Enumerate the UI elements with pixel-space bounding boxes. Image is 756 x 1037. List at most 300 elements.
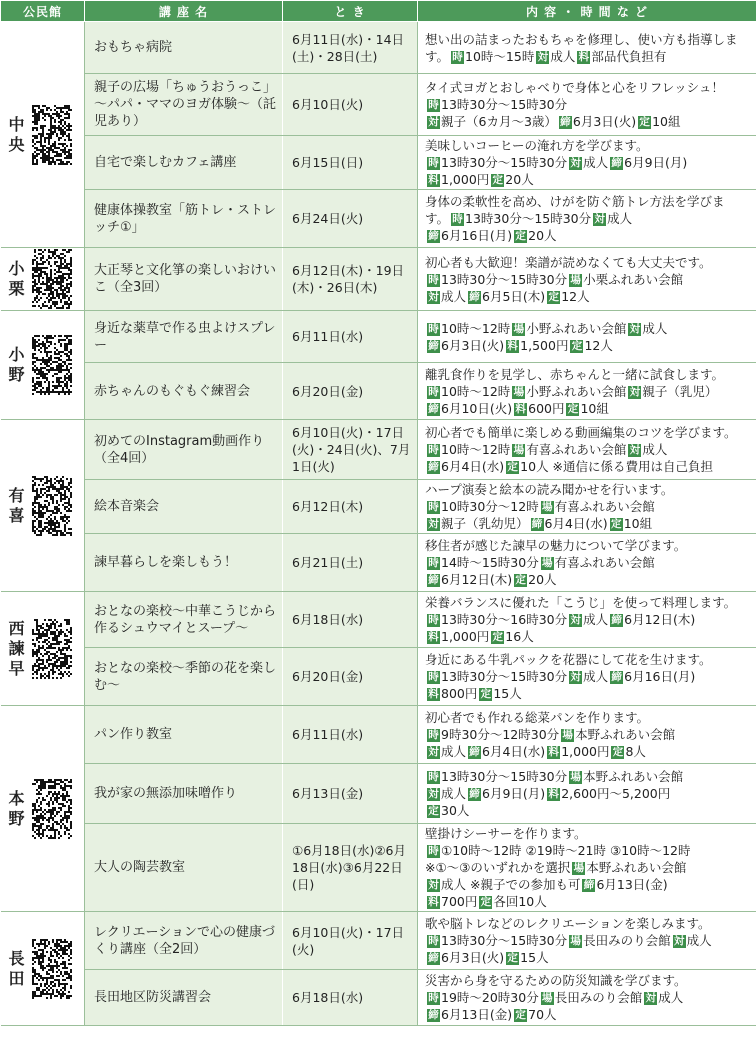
table-row (1, 764, 756, 824)
capacity-tag-icon: 定 (548, 290, 559, 303)
content-line (425, 726, 755, 743)
qr-code-icon (32, 335, 72, 395)
fee-tag-icon: 料 (428, 688, 439, 700)
target-tag-icon: 対 (629, 385, 641, 398)
table-row (1, 648, 756, 706)
content-line (425, 31, 755, 48)
content-line (425, 611, 755, 628)
course-date: 6月20日(金) (283, 648, 418, 706)
course-date: 6月10日(火)・17日(火) (283, 912, 418, 970)
course-name: 初めてのInstagram動画作り（全4回） (85, 420, 283, 480)
content-text: 1,500円 (520, 337, 569, 353)
place-tag-icon: 場 (513, 322, 525, 335)
content-text: 各回10人 (493, 894, 547, 909)
course-date: 6月15日(日) (283, 136, 418, 190)
target-tag-icon: 対 (428, 879, 439, 891)
content-text: 15人 (520, 950, 549, 965)
course-content (418, 764, 756, 824)
content-text: 栄養バランスに優れた「こうじ」を使って料理します。 (425, 595, 737, 610)
content-text: 6月12日(木) (441, 572, 513, 587)
place-tag-icon: 場 (513, 385, 525, 398)
hall-cell (1, 248, 85, 311)
time-tag-icon: 時 (428, 444, 439, 456)
course-name: 赤ちゃんのもぐもぐ練習会 (85, 363, 283, 420)
course-name: 健康体操教室「筋トレ・ストレッチ①」 (85, 190, 283, 248)
content-text: 12人 (584, 337, 613, 353)
deadline-tag-icon: 締 (531, 518, 543, 530)
hall-label-group (2, 335, 84, 395)
capacity-tag-icon: 定 (515, 1009, 526, 1021)
hall-name: 長田 (8, 948, 25, 988)
time-tag-icon: 時 (428, 845, 439, 857)
target-tag-icon: 対 (570, 671, 581, 683)
hall-cell (1, 592, 85, 706)
capacity-tag-icon: 定 (492, 631, 504, 643)
time-tag-icon: 時 (452, 213, 463, 225)
deadline-tag-icon: 締 (428, 230, 439, 242)
content-text: ①10時～12時 ②19時～21時 ③10時～12時 (441, 843, 691, 858)
content-text: 19時～20時30分 (441, 990, 539, 1005)
qr-code-icon (32, 105, 72, 165)
course-name: 絵本音楽会 (85, 480, 283, 534)
content-line (425, 1006, 755, 1023)
content-text: 1,000円 (441, 629, 490, 644)
qr-code-icon (32, 939, 72, 999)
content-text: 2,600円～5,200円 (561, 786, 671, 801)
table-row (1, 136, 756, 190)
time-tag-icon: 時 (452, 50, 463, 63)
hall-label-group (2, 939, 84, 999)
content-line (425, 210, 755, 227)
content-text: 小栗ふれあい会館 (583, 271, 684, 287)
content-text: 10組 (623, 516, 653, 531)
content-line (425, 424, 755, 441)
capacity-tag-icon: 定 (507, 461, 518, 473)
content-line (425, 337, 755, 354)
table-row (1, 592, 756, 648)
content-line (425, 628, 755, 645)
target-tag-icon: 対 (673, 935, 685, 947)
content-text: 10時～12時 (441, 383, 511, 399)
content-text: 6月9日(月) (624, 155, 688, 170)
course-date: 6月10日(火) (283, 74, 418, 136)
content-text: 1,000円 (441, 172, 490, 187)
capacity-tag-icon: 定 (480, 896, 492, 908)
content-text: 本野ふれあい会館 (586, 860, 687, 875)
time-tag-icon: 時 (428, 614, 439, 626)
time-tag-icon: 時 (428, 273, 439, 286)
content-line (425, 668, 755, 685)
content-text: 13時30分～15時30分 (441, 155, 568, 170)
content-text: 8人 (625, 744, 646, 759)
place-tag-icon: 場 (570, 273, 581, 286)
capacity-tag-icon: 定 (515, 230, 526, 242)
content-line (425, 893, 755, 910)
deadline-tag-icon: 締 (611, 157, 622, 169)
course-date: 6月12日(木)・19日(木)・26日(木) (283, 248, 418, 311)
hall-name: 本野 (8, 788, 25, 828)
content-text: 6月4日(水) (482, 744, 546, 759)
hall-label-group (2, 105, 84, 165)
content-line (425, 932, 755, 949)
content-line (425, 481, 755, 498)
hall-label-group (2, 476, 84, 536)
course-name: レクリエーションで心の健康づくり講座（全2回） (85, 912, 283, 970)
course-content (418, 706, 756, 764)
content-line (425, 594, 755, 611)
course-content (418, 648, 756, 706)
content-text: 成人 ※親子での参加も可 (441, 877, 581, 892)
time-tag-icon: 時 (428, 671, 439, 683)
time-tag-icon: 時 (428, 771, 439, 783)
content-text: 初心者でも作れる総菜パンを作ります。 (425, 710, 650, 725)
content-text: 14時～15時30分 (441, 555, 539, 570)
content-text: 13時30分～15時30分 (441, 97, 568, 112)
content-text: 本野ふれあい会館 (583, 769, 684, 784)
header-course: 講 座 名 (85, 1, 283, 22)
hall-label-group (2, 619, 84, 679)
content-text: 9時30分～12時30分 (441, 727, 560, 742)
table-row (1, 912, 756, 970)
fee-tag-icon: 料 (428, 631, 439, 643)
content-text: 成人 (686, 933, 712, 948)
hall-cell (1, 22, 85, 248)
deadline-tag-icon: 締 (428, 461, 439, 473)
content-text: 成人 (583, 669, 609, 684)
course-content (418, 824, 756, 912)
content-text: 10時～12時 (441, 320, 511, 336)
course-content (418, 970, 756, 1026)
target-tag-icon: 対 (537, 50, 549, 63)
content-text: 6月12日(木) (624, 612, 696, 627)
course-name: 身近な薬草で作る虫よけスプレー (85, 311, 283, 363)
content-text: 小野ふれあい会館 (526, 320, 627, 336)
table-row (1, 706, 756, 764)
content-line (425, 458, 755, 475)
table-row (1, 970, 756, 1026)
course-date: ①6月18日(水)②6月18日(水)③6月22日(日) (283, 824, 418, 912)
content-line (425, 320, 755, 337)
content-line (425, 171, 755, 188)
table-row (1, 824, 756, 912)
table-row (1, 311, 756, 363)
hall-name: 小栗 (8, 259, 25, 298)
content-line (425, 972, 755, 989)
content-text: 壁掛けシーサーを作ります。 (425, 826, 587, 841)
content-text: 10時～15時 (465, 48, 535, 64)
target-tag-icon: 対 (629, 444, 641, 456)
course-date: 6月20日(金) (283, 363, 418, 420)
table-row (1, 74, 756, 136)
capacity-tag-icon: 定 (567, 402, 579, 415)
course-date: 6月18日(水) (283, 970, 418, 1026)
content-text: 成人 (607, 211, 633, 226)
qr-code-icon (32, 476, 72, 536)
deadline-tag-icon: 締 (560, 116, 571, 128)
content-text: 歌や脳トレなどのレクリエーションを楽しみます。 (425, 916, 711, 931)
place-tag-icon: 場 (541, 557, 553, 569)
content-text: 有喜ふれあい会館 (554, 555, 655, 570)
content-line (425, 842, 755, 859)
course-date: 6月24日(火) (283, 190, 418, 248)
capacity-tag-icon: 定 (492, 174, 504, 186)
content-text: 6月5日(木) (482, 288, 546, 304)
content-text: 600円 (528, 400, 565, 416)
fee-tag-icon: 料 (548, 788, 559, 800)
place-tag-icon: 場 (562, 729, 573, 741)
course-content (418, 420, 756, 480)
content-line (425, 571, 755, 588)
content-text: 想い出の詰まったおもちゃを修理し、使い方も指導しま (425, 31, 738, 47)
header-when: と き (283, 1, 418, 22)
content-line (425, 79, 755, 96)
course-name: おとなの楽校～中華こうじから作るシュウマイとスープ～ (85, 592, 283, 648)
course-name: パン作り教室 (85, 706, 283, 764)
course-name: 自宅で楽しむカフェ講座 (85, 136, 283, 190)
content-text: 長田みのり会館 (583, 933, 671, 948)
capacity-tag-icon: 定 (612, 746, 624, 758)
course-date: 6月11日(水) (283, 706, 418, 764)
content-line (425, 537, 755, 554)
content-text: 800円 (441, 686, 478, 701)
content-text: 6月16日(月) (441, 228, 513, 243)
place-tag-icon: 場 (541, 992, 553, 1004)
content-text: 成人 (550, 48, 576, 64)
content-text: ※①～③のいずれかを選択 (425, 860, 571, 875)
place-tag-icon: 場 (513, 444, 525, 456)
deadline-tag-icon: 締 (428, 1009, 439, 1021)
deadline-tag-icon: 締 (469, 746, 480, 758)
time-tag-icon: 時 (428, 557, 439, 569)
content-line (425, 515, 755, 532)
course-date: 6月13日(金) (283, 764, 418, 824)
content-line (425, 498, 755, 515)
content-text: 身体の柔軟性を高め、けがを防ぐ筋トレ方法を学びま (425, 194, 725, 209)
content-text: 6月9日(月) (482, 786, 546, 801)
content-text: 20人 (528, 228, 557, 243)
content-text: す。 (425, 211, 450, 226)
target-tag-icon: 対 (594, 213, 605, 225)
content-text: 6月16日(月) (624, 669, 696, 684)
content-line (425, 651, 755, 668)
content-text: 13時30分～16時30分 (441, 612, 568, 627)
deadline-tag-icon: 締 (428, 952, 439, 964)
course-name: 大人の陶芸教室 (85, 824, 283, 912)
content-text: 小野ふれあい会館 (526, 383, 627, 399)
course-date: 6月10日(火)・17日(火)・24日(火)、7月1日(火) (283, 420, 418, 480)
capacity-tag-icon: 定 (507, 952, 518, 964)
content-text: 13時30分～15時30分 (441, 769, 568, 784)
content-text: 初心者でも簡単に楽しめる動画編集のコツを学びます。 (425, 425, 737, 440)
fee-tag-icon: 料 (507, 339, 518, 352)
content-text: 部品代負担有 (591, 48, 667, 64)
content-line (425, 876, 755, 893)
course-content (418, 22, 756, 74)
qr-code-icon (32, 779, 72, 839)
content-text: 700円 (441, 894, 478, 909)
qr-code-icon (32, 619, 72, 679)
content-line (425, 137, 755, 154)
content-line (425, 366, 755, 383)
hall-cell (1, 420, 85, 592)
hall-name: 中央 (8, 114, 25, 154)
content-line (425, 989, 755, 1006)
content-line (425, 825, 755, 842)
deadline-tag-icon: 締 (611, 614, 622, 626)
course-content (418, 534, 756, 592)
hall-name: 有喜 (8, 485, 25, 525)
capacity-tag-icon: 定 (639, 116, 650, 128)
time-tag-icon: 時 (428, 322, 439, 335)
target-tag-icon: 対 (428, 746, 439, 758)
fee-tag-icon: 料 (428, 896, 439, 908)
course-content (418, 136, 756, 190)
content-text: 成人 (642, 320, 668, 336)
content-text: 親子（乳幼児） (441, 516, 529, 531)
time-tag-icon: 時 (428, 501, 439, 513)
content-text: 6月13日(金) (596, 877, 668, 892)
capacity-tag-icon: 定 (428, 805, 439, 817)
content-text: 成人 (583, 612, 609, 627)
course-date: 6月12日(木) (283, 480, 418, 534)
content-text: 成人 (642, 442, 668, 457)
course-name: 諫早暮らしを楽しもう！ (85, 534, 283, 592)
content-text: 16人 (505, 629, 534, 644)
content-line (425, 915, 755, 932)
course-name: 親子の広場「ちゅうおうっこ」～パパ・ママのヨガ体験～（託児あり） (85, 74, 283, 136)
content-text: 13時30分～15時30分 (441, 933, 568, 948)
table-row (1, 420, 756, 480)
content-text: 70人 (528, 1007, 557, 1022)
time-tag-icon: 時 (428, 992, 439, 1004)
content-text: 初心者も大歓迎！楽譜が読めなくても大丈夫です。 (425, 254, 712, 270)
course-content (418, 912, 756, 970)
content-line (425, 96, 755, 113)
course-content (418, 363, 756, 420)
capacity-tag-icon: 定 (515, 574, 526, 586)
course-rows (1, 22, 756, 1026)
hall-label-group (2, 249, 84, 309)
target-tag-icon: 対 (570, 157, 581, 169)
table-row (1, 248, 756, 311)
content-text: 成人 (583, 155, 609, 170)
content-text: 6月13日(金) (441, 1007, 513, 1022)
content-text: 20人 (505, 172, 534, 187)
content-line (425, 802, 755, 819)
course-content (418, 74, 756, 136)
content-line (425, 949, 755, 966)
target-tag-icon: 対 (428, 788, 439, 800)
content-line (425, 288, 755, 305)
deadline-tag-icon: 締 (428, 402, 439, 415)
content-text: 6月4日(水) (441, 459, 505, 474)
place-tag-icon: 場 (573, 862, 585, 874)
content-text: ハープ演奏と絵本の読み聞かせを行います。 (425, 482, 674, 497)
course-date: 6月21日(土) (283, 534, 418, 592)
table-row (1, 480, 756, 534)
content-text: タイ式ヨガとおしゃべりで身体と心をリフレッシュ！ (425, 80, 724, 95)
content-text: 15人 (493, 686, 522, 701)
content-line (425, 743, 755, 760)
header-hall: 公民館 (1, 1, 85, 22)
content-line (425, 709, 755, 726)
hall-name: 小野 (8, 345, 25, 384)
content-line (425, 400, 755, 417)
table-row (1, 534, 756, 592)
time-tag-icon: 時 (428, 729, 439, 741)
content-text: 13時30分～15時30分 (441, 271, 568, 287)
content-line (425, 193, 755, 210)
time-tag-icon: 時 (428, 385, 439, 398)
content-text: 長田みのり会館 (554, 990, 643, 1005)
course-content (418, 480, 756, 534)
course-name: 長田地区防災講習会 (85, 970, 283, 1026)
content-text: 美味しいコーヒーの淹れ方を学びます。 (425, 138, 649, 153)
content-text: 30人 (441, 803, 470, 818)
hall-cell (1, 912, 85, 1026)
content-text: 1,000円 (561, 744, 610, 759)
content-text: す。 (425, 48, 450, 64)
content-text: 6月10日(火) (441, 400, 513, 416)
place-tag-icon: 場 (541, 501, 553, 513)
content-text: 12人 (561, 288, 590, 304)
table-row (1, 363, 756, 420)
content-text: 災害から身を守るための防災知識を学びます。 (425, 973, 687, 988)
course-content (418, 190, 756, 248)
capacity-tag-icon: 定 (480, 688, 492, 700)
course-name: 我が家の無添加味噌作り (85, 764, 283, 824)
content-text: 移住者が感じた諫早の魅力について学びます。 (425, 538, 687, 553)
course-date: 6月11日(水) (283, 311, 418, 363)
content-text: 成人 (441, 744, 467, 759)
content-text: 成人 (441, 288, 467, 304)
course-content (418, 311, 756, 363)
content-text: 6月3日(火) (572, 114, 637, 129)
header-content: 内 容 ・ 時 間 な ど (418, 1, 756, 22)
content-text: 10人 ※通信に係る費用は自己負担 (520, 459, 714, 474)
fee-tag-icon: 料 (515, 402, 526, 415)
content-text: 6月3日(火) (441, 950, 505, 965)
content-text: 身近にある牛乳パックを花器にして花を生けます。 (425, 652, 712, 667)
content-line (425, 154, 755, 171)
content-line (425, 785, 755, 802)
fee-tag-icon: 料 (578, 50, 590, 63)
content-line (425, 48, 755, 65)
place-tag-icon: 場 (570, 935, 581, 947)
deadline-tag-icon: 締 (428, 339, 439, 352)
content-text: 6月4日(水) (544, 516, 608, 531)
content-text: 20人 (528, 572, 557, 587)
content-line (425, 271, 755, 288)
time-tag-icon: 時 (428, 935, 439, 947)
content-text: 成人 (658, 990, 684, 1005)
capacity-tag-icon: 定 (571, 339, 583, 352)
deadline-tag-icon: 締 (469, 788, 480, 800)
content-line (425, 441, 755, 458)
course-name: おもちゃ病院 (85, 22, 283, 74)
content-line (425, 685, 755, 702)
fee-tag-icon: 料 (428, 174, 439, 186)
content-text: 成人 (441, 786, 467, 801)
content-text: 有喜ふれあい会館 (526, 442, 627, 457)
course-date: 6月11日(水)・14日(土)・28日(土) (283, 22, 418, 74)
content-text: 6月3日(火) (441, 337, 505, 353)
content-text: 10組 (652, 114, 681, 129)
target-tag-icon: 対 (428, 290, 439, 303)
table-row (1, 22, 756, 74)
qr-code-icon (32, 249, 72, 309)
content-text: 10時～12時 (441, 442, 511, 457)
